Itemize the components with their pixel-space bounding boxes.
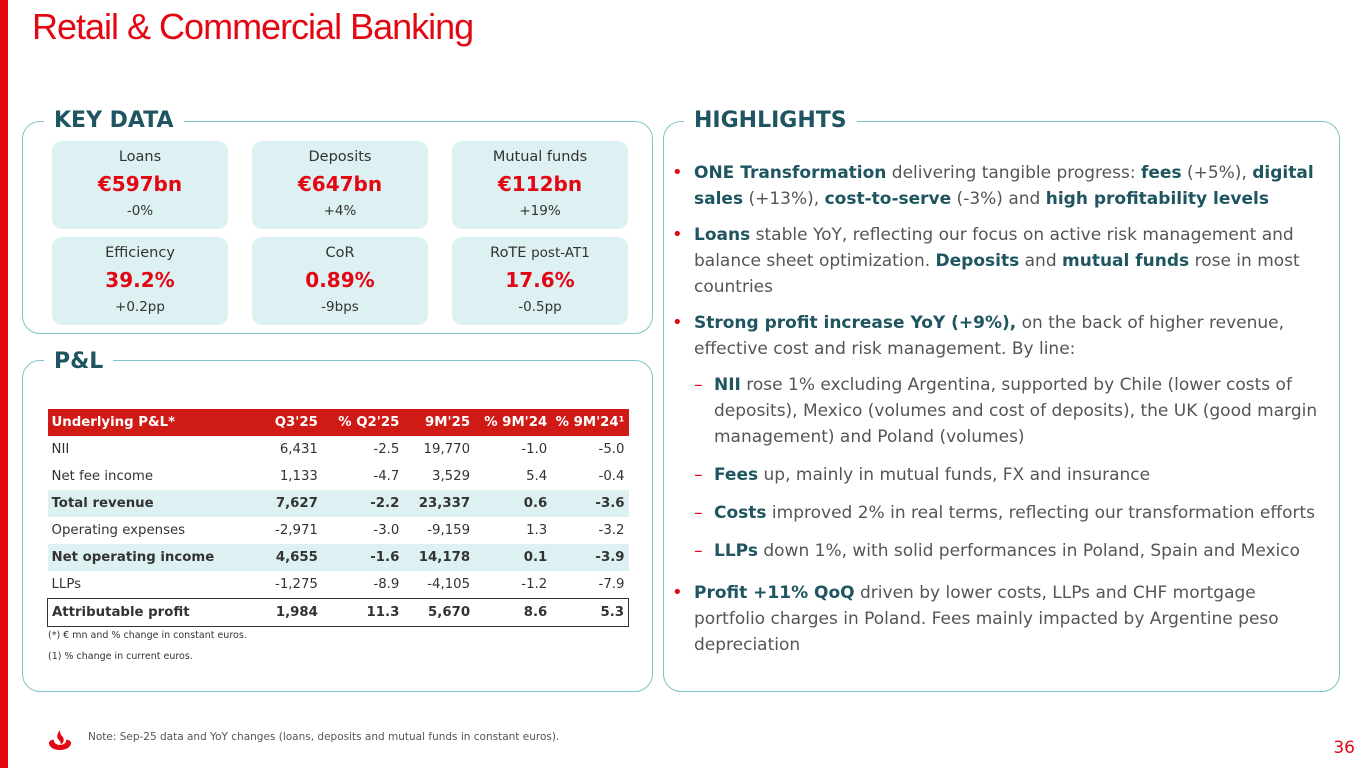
- highlight-bullet: [672, 160, 1324, 212]
- bold-text: digital sales: [694, 163, 1314, 209]
- table-row: [48, 490, 629, 517]
- table-cell: LLPs: [51, 577, 82, 592]
- highlight-bullet: [672, 580, 1324, 658]
- table-row: [48, 544, 629, 571]
- text: (+5%),: [1181, 163, 1253, 183]
- table-row: [48, 436, 629, 463]
- table-cell: Net operating income: [48, 544, 252, 571]
- table-cell: 8.6: [474, 599, 551, 627]
- kpi-change: -9bps: [321, 299, 359, 315]
- text: stable YoY, reflecting our focus on active risk management and balance sheet optimization.: [694, 225, 1294, 271]
- highlights-label: HIGHLIGHTS: [684, 107, 857, 135]
- table-cell: 3,529: [432, 469, 471, 484]
- kpi-value: 39.2%: [105, 268, 175, 292]
- page-number: 36: [1333, 738, 1355, 758]
- table-cell: -0.4: [598, 469, 625, 484]
- bold-text: Loans: [694, 225, 751, 245]
- table-cell: Attributable profit: [48, 599, 252, 627]
- text: driven by lower costs, LLPs and CHF mortgage portfolio charges in Poland. Fees mainly impacted by Argentine peso depreciation: [694, 583, 1279, 655]
- table-cell: -1.6: [322, 544, 403, 571]
- key-data-label: KEY DATA: [44, 107, 184, 135]
- table-cell: -4.7: [373, 469, 400, 484]
- bold-text: Profit +11% QoQ: [694, 583, 855, 603]
- bold-text: LLPs: [714, 541, 758, 561]
- table-cell: -7.9: [598, 577, 625, 592]
- kpi-tile-efficiency: [52, 237, 228, 325]
- table-cell: Operating expenses: [51, 523, 186, 538]
- table-cell: -1.2: [521, 577, 548, 592]
- highlight-sub-item: [672, 372, 1324, 450]
- table-cell: 14,178: [403, 544, 474, 571]
- table-row: [48, 463, 629, 490]
- table-cell: -2.5: [373, 442, 400, 457]
- highlight-bullet: [672, 222, 1324, 300]
- table-footnote: (*) € mn and % change in constant euros.: [48, 630, 247, 641]
- table-cell: 23,337: [403, 490, 474, 517]
- highlights-list: [672, 160, 1324, 668]
- table-cell: Net fee income: [51, 469, 154, 484]
- bold-text: fees: [1140, 163, 1182, 183]
- table-footnote: (1) % change in current euros.: [48, 651, 193, 662]
- text: rose in most countries: [694, 251, 1300, 297]
- kpi-value: 17.6%: [505, 268, 575, 292]
- table-cell: -5.0: [598, 442, 625, 457]
- text: rose 1% excluding Argentina, supported by Chile (lower costs of deposits), Mexico (volumes and cost of deposits), the UK (good margin management) and Poland (volumes): [714, 375, 1318, 447]
- text: improved 2% in real terms, reflecting our transformation efforts: [766, 503, 1315, 523]
- table-cell: 1,984: [251, 599, 322, 627]
- bold-text: Costs: [714, 503, 767, 523]
- text: up, mainly in mutual funds, FX and insurance: [758, 465, 1151, 485]
- text: (-3%) and: [951, 189, 1046, 209]
- bold-text: Deposits: [935, 251, 1020, 271]
- kpi-label-main: RoTE: [490, 245, 527, 261]
- highlight-sub-item: [672, 462, 1324, 488]
- bold-text: high profitability levels: [1045, 189, 1269, 209]
- table-cell: -9,159: [427, 523, 471, 538]
- footer-note: Note: Sep-25 data and YoY changes (loans, deposits and mutual funds in constant euros).: [88, 731, 560, 743]
- pl-table: [47, 409, 629, 627]
- table-cell: -2.2: [322, 490, 403, 517]
- column-header: Q3'25: [251, 409, 322, 436]
- table-row: [48, 571, 629, 599]
- table-cell: 5.4: [526, 469, 548, 484]
- table-row: [48, 599, 629, 627]
- text: on the back of higher revenue, effective cost and risk management. By line:: [694, 313, 1285, 359]
- kpi-label: CoR: [325, 245, 355, 261]
- kpi-tile-loans: [52, 141, 228, 229]
- text: (+13%),: [743, 189, 825, 209]
- kpi-tile-mutual-funds: [452, 141, 628, 229]
- kpi-change: -0%: [126, 203, 154, 219]
- highlight-sub-item: [672, 500, 1324, 526]
- kpi-tile-cor: [252, 237, 428, 325]
- bold-text: ONE Transformation: [694, 163, 887, 183]
- page-title: Retail & Commercial Banking: [32, 6, 474, 47]
- text: down 1%, with solid performances in Poland, Spain and Mexico: [757, 541, 1301, 561]
- kpi-tile-rote: [452, 237, 628, 325]
- kpi-change: +4%: [323, 203, 357, 219]
- santander-flame-icon: [47, 729, 73, 751]
- kpi-change: +0.2pp: [115, 299, 165, 315]
- kpi-change: -0.5pp: [518, 299, 562, 315]
- table-cell: 0.6: [474, 490, 551, 517]
- column-header: % 9M'24: [474, 409, 551, 436]
- table-cell: 1,133: [279, 469, 318, 484]
- column-header: Underlying P&L*: [48, 409, 252, 436]
- table-cell: NII: [51, 442, 70, 457]
- table-cell: -3.9: [551, 544, 628, 571]
- kpi-label: Deposits: [308, 149, 372, 165]
- table-cell: 5,670: [403, 599, 474, 627]
- table-cell: -2,971: [275, 523, 318, 538]
- brand-accent-bar: [0, 0, 8, 768]
- table-cell: 1.3: [526, 523, 548, 538]
- kpi-label-suffix: post-AT1: [531, 245, 590, 261]
- bold-text: cost-to-serve: [824, 189, 952, 209]
- table-cell: 5.3: [551, 599, 628, 627]
- pl-label: P&L: [44, 348, 113, 376]
- kpi-change: +19%: [519, 203, 561, 219]
- table-cell: 6,431: [279, 442, 318, 457]
- table-cell: -3.0: [373, 523, 400, 538]
- highlight-sub-item: [672, 538, 1324, 564]
- table-cell: 11.3: [322, 599, 403, 627]
- text: and: [1019, 251, 1063, 271]
- table-header-row: [48, 409, 629, 436]
- table-cell: -1.0: [521, 442, 548, 457]
- table-cell: 19,770: [423, 442, 471, 457]
- table-cell: 4,655: [251, 544, 322, 571]
- kpi-tile-deposits: [252, 141, 428, 229]
- table-cell: -3.2: [598, 523, 625, 538]
- bold-text: Fees: [714, 465, 759, 485]
- column-header: 9M'25: [403, 409, 474, 436]
- column-header: % 9M'24¹: [551, 409, 628, 436]
- table-cell: -1,275: [275, 577, 318, 592]
- kpi-value: 0.89%: [305, 268, 375, 292]
- table-cell: -3.6: [551, 490, 628, 517]
- table-cell: 0.1: [474, 544, 551, 571]
- table-cell: -4,105: [427, 577, 471, 592]
- table-cell: 7,627: [251, 490, 322, 517]
- table-cell: -8.9: [373, 577, 400, 592]
- table-cell: Total revenue: [48, 490, 252, 517]
- kpi-label: Mutual funds: [492, 149, 588, 165]
- highlight-bullet: [672, 310, 1324, 362]
- kpi-label: Loans: [118, 149, 162, 165]
- kpi-value: €597bn: [97, 172, 183, 196]
- bold-text: mutual funds: [1062, 251, 1190, 271]
- kpi-label: Efficiency: [105, 245, 175, 261]
- table-row: [48, 517, 629, 544]
- kpi-label: [452, 243, 628, 263]
- kpi-value: €647bn: [297, 172, 383, 196]
- kpi-value: €112bn: [497, 172, 583, 196]
- text: delivering tangible progress:: [886, 163, 1141, 183]
- bold-text: Strong profit increase YoY (+9%),: [694, 313, 1017, 333]
- column-header: % Q2'25: [322, 409, 403, 436]
- bold-text: NII: [714, 375, 741, 395]
